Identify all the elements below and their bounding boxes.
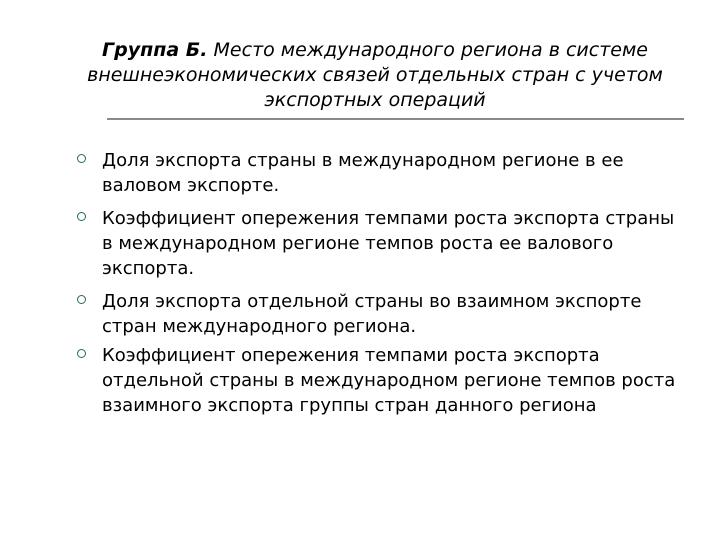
- bullet-text: Коэффициент опережения темпами роста экспорта отдельной страны в международном регионе темпов роста взаимного экспорта группы стран данного региона: [102, 345, 676, 416]
- bullet-list: [76, 148, 686, 426]
- bullet-text: Доля экспорта отдельной страны во взаимном экспорте стран международного региона.: [102, 291, 642, 337]
- bullet-item-1: [76, 148, 686, 198]
- bullet-circle-icon: [77, 154, 86, 163]
- bullet-item-4: [76, 343, 686, 418]
- bullet-circle-icon: [77, 295, 86, 304]
- slide-title: [70, 38, 680, 113]
- bullet-circle-icon: [77, 349, 86, 358]
- bullet-item-2: [76, 206, 686, 281]
- title-lead: Группа Б.: [102, 39, 208, 61]
- title-divider: [107, 118, 684, 120]
- bullet-text: Коэффициент опережения темпами роста экспорта страны в международном регионе темпов роста ее валового экспорта.: [102, 208, 675, 279]
- title-text: Место международного региона в системе внешнеэкономических связей отдельных стран с учетом экспортных операций: [87, 39, 663, 111]
- bullet-circle-icon: [77, 212, 86, 221]
- bullet-item-3: [76, 289, 686, 339]
- bullet-text: Доля экспорта страны в международном регионе в ее валовом экспорте.: [102, 150, 624, 196]
